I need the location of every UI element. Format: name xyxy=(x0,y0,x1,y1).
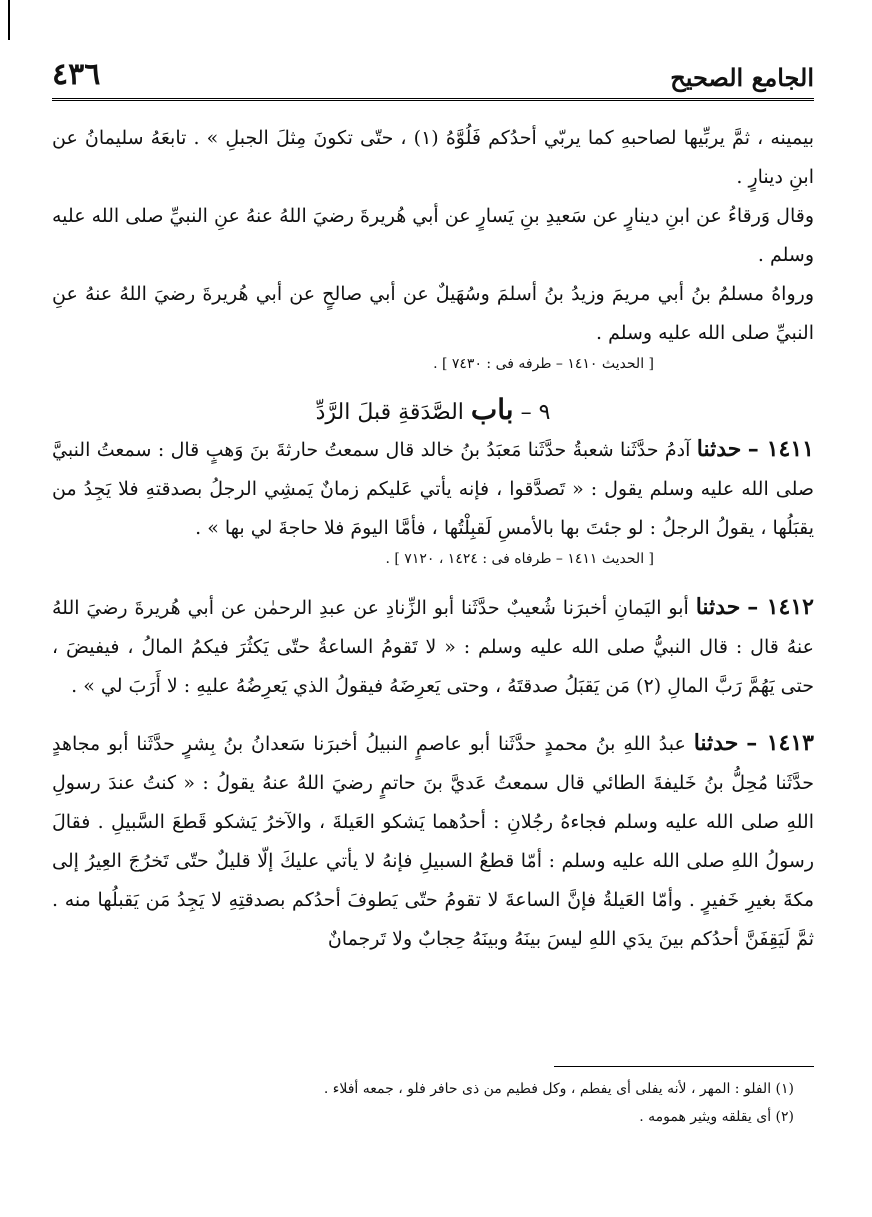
page-header xyxy=(52,40,814,101)
footnotes xyxy=(52,1066,814,1131)
paragraph-warqa: وقال وَرقاءُ عن ابنِ دينارٍ عن سَعيدِ بنِ يَسارٍ عن أبي هُريرةَ رضيَ اللهُ عنهُ عنِ النبيِّ صلى الله عليه وسلم . xyxy=(52,205,814,266)
hadith-text: آدمُ حدَّثَنا شعبةُ حدَّثَنا مَعبَدُ بنُ خالد قال سمعتُ حارثةَ بنَ وَهبٍ قال : سمعتُ النبيَّ صلى الله عليه وسلم يقول : « تَصدَّقوا ، فإنه يأتي عَليكم زمانٌ يَمشِي الرجلُ بصدقتهِ فلا يَجِدُ من يقبَلُها ، يقولُ الرجلُ : لو جئتَ بها بالأمسِ لَقبِلْتُها ، فأمَّا اليومَ فلا حاجةَ لي بها » . xyxy=(52,439,814,539)
hadith-keyword: حدثنا xyxy=(693,730,739,756)
hadith-text: عبدُ اللهِ بنُ محمدٍ حدَّثَنا أبو عاصمٍ النبيلُ أخبرَنا سَعدانُ بنُ بِشرٍ حدَّثَنا أبو مجاهدٍ حدَّثَنا مُحِلُّ بنُ خَليفةَ الطائي قال سمعتُ عَديَّ بنَ حاتمٍ رضيَ اللهُ عنهُ يقولُ : « كنتُ عندَ رسولِ اللهِ صلى الله عليه وسلم فجاءهُ رجُلانِ : أحدُهما يَشكو العَيلةَ ، والآخرُ يَشكو قَطعَ السَّبيلِ . فقالَ رسولُ اللهِ صلى الله عليه وسلم : أمّا قطعُ السبيلِ فإنهُ لا يأتي عليكَ إلّا قليلٌ حتّى تَخرُجَ العِيرُ إلى مكةَ بغيرِ خَفيرٍ . وأمّا العَيلةُ فإنَّ الساعةَ لا تقومُ حتّى يَطوفَ أحدُكم بصدقتِهِ لا يَجِدُ مَن يَقبلُها منه . ثمَّ لَيَقِفَنَّ أحدُكم بينَ يدَي اللهِ ليسَ بينَهُ وبينَهُ حِجابٌ ولا تَرجمانٌ xyxy=(52,733,814,950)
cross-reference-1411: [ الحديث ١٤١١ – طرفاه فى : ١٤٢٤ ، ٧١٢٠ ] . xyxy=(385,551,654,567)
hadith-1412 xyxy=(52,588,814,706)
hadith-number: ١٤١١ – xyxy=(747,436,814,462)
chapter-number: ٩ – xyxy=(520,400,551,425)
hadith-1411 xyxy=(52,430,814,548)
hadith-text: أبو اليَمانِ أخبرَنا شُعيبٌ حدَّثَنا أبو الزِّنادِ عن عبدِ الرحمٰن عن أبي هُريرةَ رضيَ اللهُ عنهُ قال : قال النبيُّ صلى الله عليه وسلم : « لا تَقومُ الساعةُ حتّى يَكثُرَ فيكمُ المالُ ، فيفيضَ ، حتى يَهُمَّ رَبَّ المالِ (٢) مَن يَقبَلُ صدقتَهُ ، وحتى يَعرِضَهُ فيقولُ الذي يَعرِضُهُ عليهِ : لا أَرَبَ لي » . xyxy=(52,597,814,697)
hadith-keyword: حدثنا xyxy=(695,594,741,620)
chapter-heading xyxy=(52,393,814,426)
margin-rule xyxy=(8,0,10,40)
paragraph-continuation: بيمينه ، ثمَّ يربِّيها لصاحبهِ كما يربّي أحدُكم فَلُوَّهُ (١) ، حتّى تكونَ مِثلَ الجبلِ » . تابعَهُ سليمانُ عن ابنِ دينارٍ . xyxy=(52,127,814,188)
page-body xyxy=(52,40,814,959)
footnote-2: (٢) أى يقلقه ويثير همومه . xyxy=(639,1109,794,1125)
hadith-number: ١٤١٣ – xyxy=(746,730,814,756)
paragraph-muslim: ورواهُ مسلمُ بنُ أبي مريمَ وزيدُ بنُ أسلمَ وسُهَيلٌ عن أبي صالحٍ عن أبي هُريرةَ رضيَ اللهُ عنهُ عنِ النبيِّ صلى الله عليه وسلم . xyxy=(52,283,814,344)
chapter-bab: باب xyxy=(470,393,514,426)
footnote-rule xyxy=(554,1066,814,1067)
page-number: ٤٣٦ xyxy=(52,57,101,92)
hadith-1413 xyxy=(52,724,814,959)
footnote-1: (١) الفلو : المهر ، لأنه يفلى أى يفطم ، وكل فطيم من ذى حافر فلو ، جمعه أفلاء . xyxy=(323,1081,794,1097)
hadith-keyword: حدثنا xyxy=(696,436,742,462)
cross-reference-1410: [ الحديث ١٤١٠ – طرفه فى : ٧٤٣٠ ] . xyxy=(433,356,654,372)
hadith-number: ١٤١٢ – xyxy=(747,594,814,620)
book-title: الجامع الصحيح xyxy=(670,63,814,92)
chapter-title: الصَّدَقةِ قبلَ الرَّدِّ xyxy=(315,400,464,425)
